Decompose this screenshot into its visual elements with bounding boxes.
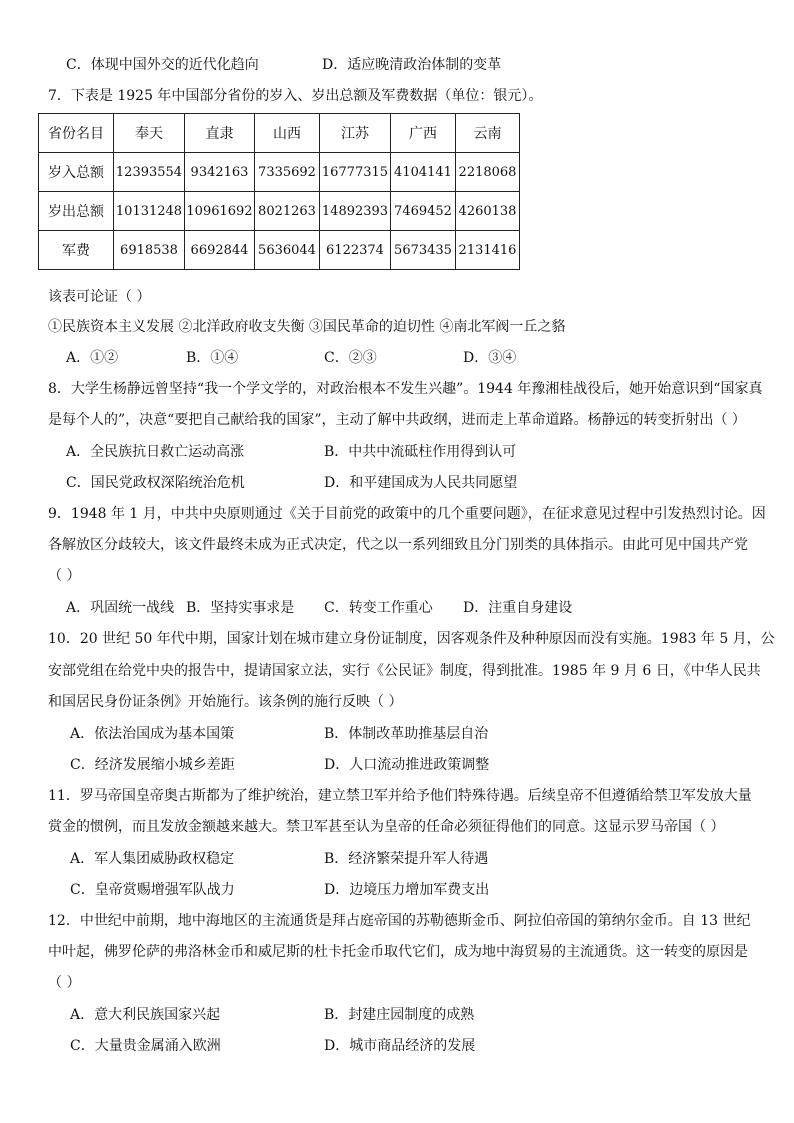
table-cell: 6122374 — [320, 231, 391, 270]
table-row — [39, 153, 520, 192]
table-row — [39, 192, 520, 231]
q6-option-d[interactable]: D．适应晚清政治体制的变革 — [322, 57, 502, 73]
table-cell: 12393554 — [114, 153, 185, 192]
q8-option-b[interactable]: B．中共中流砥柱作用得到认可 — [324, 444, 517, 460]
q6-option-c[interactable]: C．体现中国外交的近代化趋向 — [66, 57, 259, 73]
q12-stem-line-2: 中叶起，佛罗伦萨的弗洛林金币和威尼斯的杜卡托金币取代它们，成为地中海贸易的主流通货。这一转变的原因是 — [48, 944, 748, 960]
q10-option-b[interactable]: B．体制改革助推基层自治 — [324, 726, 489, 742]
table-row-label: 岁出总额 — [39, 192, 114, 231]
q8-option-c[interactable]: C．国民党政权深陷统治危机 — [66, 475, 245, 491]
q10-stem-line-2: 安部党组在给党中央的报告中，提请国家立法，实行《公民证》制度，得到批准。1985 年 9 月 6 日，《中华人民共 — [48, 663, 761, 679]
table-cell: 7469452 — [391, 192, 456, 231]
q7-data-table — [38, 113, 520, 270]
table-cell: 2218068 — [456, 153, 520, 192]
q12-option-d[interactable]: D．城市商品经济的发展 — [324, 1038, 476, 1054]
q11-stem-line-1: 11．罗马帝国皇帝奥古斯都为了维护统治，建立禁卫军并给予他们特殊待遇。后续皇帝不但遵循给禁卫军发放大量 — [48, 788, 752, 804]
table-row — [39, 231, 520, 270]
q11-stem-line-2: 赏金的惯例，而且发放金额越来越大。禁卫军甚至认为皇帝的任命必须征得他们的同意。这显示罗马帝国（ ） — [48, 819, 725, 835]
table-header-cell: 奉天 — [114, 114, 185, 153]
q12-option-a[interactable]: A．意大利民族国家兴起 — [70, 1007, 221, 1023]
table-cell: 16777315 — [320, 153, 391, 192]
table-header-row — [39, 114, 520, 153]
q10-option-a[interactable]: A．依法治国成为基本国策 — [70, 726, 235, 742]
q9-option-a[interactable]: A．巩固统一战线 — [66, 600, 175, 616]
table-cell: 10961692 — [185, 192, 255, 231]
table-header-cell: 江苏 — [320, 114, 391, 153]
q12-option-c[interactable]: C．大量贵金属涌入欧洲 — [70, 1038, 221, 1054]
q7-prompt: 该表可论证（ ） — [48, 289, 151, 305]
table-cell: 4260138 — [456, 192, 520, 231]
table-header-cell: 山西 — [255, 114, 320, 153]
q7-option-d[interactable]: D．③④ — [463, 350, 517, 366]
q12-stem-line-1: 12．中世纪中前期，地中海地区的主流通货是拜占庭帝国的苏勒德斯金币、阿拉伯帝国的第纳尔金币。自 13 世纪 — [48, 913, 751, 929]
q8-option-d[interactable]: D．和平建国成为人民共同愿望 — [324, 475, 518, 491]
q11-option-c[interactable]: C．皇帝赏赐增强军队战力 — [70, 882, 235, 898]
table-cell: 5673435 — [391, 231, 456, 270]
table-cell: 6918538 — [114, 231, 185, 270]
q8-stem-line-2: 是每个人的”，决意“要把自己献给我的国家”，主动了解中共政纲，进而走上革命道路。杨静远的转变折射出（ ） — [48, 412, 746, 428]
q8-option-a[interactable]: A．全民族抗日救亡运动高涨 — [66, 444, 245, 460]
q9-option-b[interactable]: B．坚持实事求是 — [186, 600, 295, 616]
q11-option-d[interactable]: D．边境压力增加军费支出 — [324, 882, 490, 898]
q11-option-b[interactable]: B．经济繁荣提升军人待遇 — [324, 851, 489, 867]
q9-stem-line-3: （ ） — [48, 568, 81, 584]
q7-statements: ①民族资本主义发展 ②北洋政府收支失衡 ③国民革命的迫切性 ④南北军阀一丘之貉 — [48, 319, 566, 335]
q9-option-d[interactable]: D．注重自身建设 — [463, 600, 573, 616]
table-cell: 7335692 — [255, 153, 320, 192]
q7-option-a[interactable]: A．①② — [66, 350, 119, 366]
q9-stem-line-2: 各解放区分歧较大，该文件最终未成为正式决定，代之以一系列细致且分门别类的具体指示。由此可见中国共产党 — [48, 537, 748, 553]
table-cell: 14892393 — [320, 192, 391, 231]
q7-stem: 7．下表是 1925 年中国部分省份的岁入、岁出总额及军费数据（单位：银元）。 — [48, 88, 543, 104]
q10-option-d[interactable]: D．人口流动推进政策调整 — [324, 757, 490, 773]
table-header-cell: 直隶 — [185, 114, 255, 153]
table-row-label: 岁入总额 — [39, 153, 114, 192]
q10-option-c[interactable]: C．经济发展缩小城乡差距 — [70, 757, 235, 773]
table-header-cell: 云南 — [456, 114, 520, 153]
q9-stem-line-1: 9．1948 年 1 月，中共中央原则通过《关于目前党的政策中的几个重要问题》，在征求意见过程中引发热烈讨论。因 — [48, 506, 766, 522]
q12-stem-line-3: （ ） — [48, 975, 81, 991]
q10-stem-line-1: 10．20 世纪 50 年代中期，国家计划在城市建立身份证制度，因客观条件及种种原因而没有实施。1983 年 5 月，公 — [48, 631, 775, 647]
q9-option-c[interactable]: C．转变工作重心 — [324, 600, 433, 616]
table-cell: 5636044 — [255, 231, 320, 270]
table-cell: 4104141 — [391, 153, 456, 192]
q8-stem-line-1: 8．大学生杨静远曾坚持“我一个学文学的，对政治根本不发生兴趣”。1944 年豫湘桂战役后，她开始意识到“国家真 — [48, 381, 763, 397]
table-header-cell: 省份名目 — [39, 114, 114, 153]
table-cell: 10131248 — [114, 192, 185, 231]
table-cell: 9342163 — [185, 153, 255, 192]
table-cell: 8021263 — [255, 192, 320, 231]
table-row-label: 军费 — [39, 231, 114, 270]
q12-option-b[interactable]: B．封建庄园制度的成熟 — [324, 1007, 475, 1023]
q7-option-b[interactable]: B．①④ — [186, 350, 239, 366]
table-header-cell: 广西 — [391, 114, 456, 153]
q11-option-a[interactable]: A．军人集团威胁政权稳定 — [70, 851, 235, 867]
table-cell: 2131416 — [456, 231, 520, 270]
q10-stem-line-3: 和国居民身份证条例》开始施行。该条例的施行反映（ ） — [48, 694, 403, 710]
q7-option-c[interactable]: C．②③ — [324, 350, 377, 366]
table-cell: 6692844 — [185, 231, 255, 270]
